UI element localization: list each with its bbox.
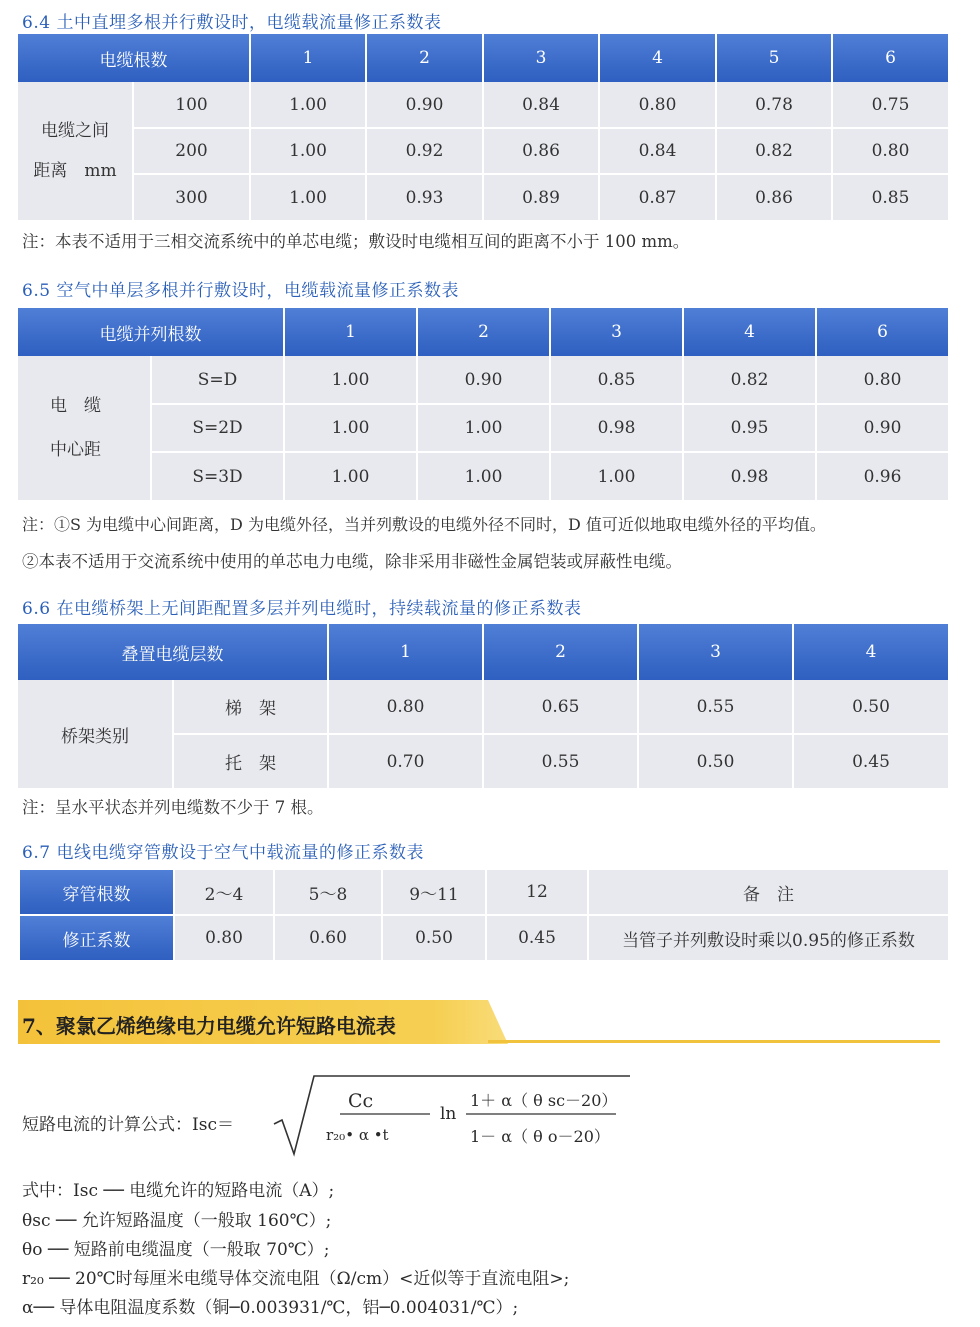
cell: 0.89 [483,174,599,220]
table-6-4 [18,34,948,220]
row-group-label [18,356,151,500]
header-cell: 2 [483,624,638,680]
header-cell: 4 [683,308,816,356]
cell: 0.60 [274,915,382,961]
cell: 0.50 [793,680,948,734]
definition-line: r₂₀ ── 20℃时每厘米电缆导体交流电阻（Ω/cm）<近似等于直流电阻>; [22,1269,570,1289]
cell: 0.82 [683,356,816,404]
cell: 300 [133,174,250,220]
row-group-label [18,82,133,220]
table-row [19,915,949,961]
section-6-7-title: 6.7 电线电缆穿管敷设于空气中载流量的修正系数表 [22,843,424,863]
cell: 0.85 [832,174,948,220]
definition-line: θsc ── 允许短路温度（一般取 160℃）; [22,1211,332,1231]
cell: 0.90 [816,404,948,452]
cell: 200 [133,128,250,174]
table-row [18,452,948,500]
cell: 备 注 [588,869,949,915]
cell: 0.87 [599,174,716,220]
definition-line: 式中：Isc ── 电缆允许的短路电流（A）; [22,1181,335,1201]
cell: 0.92 [366,128,483,174]
cell: 1.00 [284,356,417,404]
header-cell: 6 [816,308,948,356]
cell: 0.82 [716,128,832,174]
section-7-title: 7、聚氯乙烯绝缘电力电缆允许短路电流表 [22,1014,396,1038]
table-6-6 [18,624,948,788]
formula-numerator: Cc [348,1090,374,1112]
table-row [18,680,948,734]
table-row [18,128,948,174]
table-6-7 [18,868,950,962]
table-6-5-note-2: ②本表不适用于交流系统中使用的单芯电力电缆，除非采用非磁性金属铠装或屏蔽性电缆。 [22,552,682,571]
cell: 0.75 [832,82,948,128]
cell: 0.80 [599,82,716,128]
table-6-5 [18,308,948,500]
definition-line: α── 导体电阻温度系数（铜─0.003931/℃，铝─0.004031/℃）; [22,1298,519,1318]
section-6-4-title: 6.4 土中直埋多根并行敷设时，电缆载流量修正系数表 [22,13,442,33]
cell: 托 架 [173,734,328,788]
cell: 0.93 [366,174,483,220]
header-cell: 3 [550,308,683,356]
cell: 0.50 [638,734,793,788]
header-cell: 1 [284,308,417,356]
cell: 0.84 [483,82,599,128]
cell: 当管子并列敷设时乘以0.95的修正系数 [588,915,949,961]
cell: 0.78 [716,82,832,128]
cell: 0.45 [486,915,588,961]
header-cell: 电缆并列根数 [18,308,284,356]
formula-block [22,1070,642,1160]
cell: 0.65 [483,680,638,734]
cell: 1.00 [284,452,417,500]
table-6-4-note: 注：本表不适用于三相交流系统中的单芯电缆；敷设时电缆相互间的距离不小于 100 mm。 [22,232,690,251]
row-label-line: 电缆之间 [41,121,109,141]
cell: 1.00 [250,128,366,174]
cell: 0.90 [417,356,550,404]
cell: 1.00 [284,404,417,452]
header-cell: 3 [638,624,793,680]
cell: 0.80 [832,128,948,174]
formula-ln-denominator: 1－ α（ θ o－20） [470,1127,610,1146]
header-cell: 5 [716,34,832,82]
table-row [18,356,948,404]
cell: 0.50 [382,915,486,961]
header-cell: 2 [366,34,483,82]
formula-denominator: r₂₀• α •t [326,1126,389,1144]
cell: 0.86 [483,128,599,174]
cell: 1.00 [250,174,366,220]
cell: 0.80 [174,915,274,961]
cell: 0.85 [550,356,683,404]
cell: S=2D [151,404,284,452]
cell: 2～4 [174,869,274,915]
section-6-5-title: 6.5 空气中单层多根并行敷设时，电缆载流量修正系数表 [22,281,459,301]
cell: 100 [133,82,250,128]
cell: 0.84 [599,128,716,174]
table-6-6-note: 注：呈水平状态并列电缆数不少于 7 根。 [22,798,324,817]
row-label-line: 中心距 [50,440,101,460]
table-row [18,82,948,128]
table-row [18,404,948,452]
header-cell: 电缆根数 [18,34,250,82]
cell: S=3D [151,452,284,500]
cell: 0.96 [816,452,948,500]
section-7-heading [18,1000,940,1044]
header-cell: 3 [483,34,599,82]
row-header: 修正系数 [19,915,174,961]
formula-label: 短路电流的计算公式：Isc＝ [22,1115,234,1135]
header-cell: 1 [250,34,366,82]
cell: 0.95 [683,404,816,452]
row-label-line: 电 缆 [50,396,101,416]
cell: 0.80 [816,356,948,404]
cell: 0.80 [328,680,483,734]
cell: 1.00 [417,404,550,452]
section-6-6-title: 6.6 在电缆桥架上无间距配置多层并列电缆时，持续载流量的修正系数表 [22,599,582,619]
cell: 1.00 [417,452,550,500]
header-cell: 4 [599,34,716,82]
table-6-5-note-1: 注：①S 为电缆中心间距离，D 为电缆外径，当并列敷设的电缆外径不同时，D 值可近似地取电缆外径的平均值。 [22,515,826,534]
table-row [18,174,948,220]
formula-ln-numerator: 1＋ α（ θ sc－20） [470,1091,618,1110]
header-cell: 1 [328,624,483,680]
cell: 12 [486,869,588,915]
cell: 0.98 [550,404,683,452]
cell: 5～8 [274,869,382,915]
cell: 1.00 [250,82,366,128]
cell: 0.86 [716,174,832,220]
definition-line: θo ── 短路前电缆温度（一般取 70℃）; [22,1240,330,1260]
row-group-label: 桥架类别 [18,680,173,788]
cell: 1.00 [550,452,683,500]
cell: 0.70 [328,734,483,788]
row-header: 穿管根数 [19,869,174,915]
header-cell: 叠置电缆层数 [18,624,328,680]
formula-ln: ln [440,1104,457,1124]
header-cell: 6 [832,34,948,82]
row-label-line: 距离 mm [33,161,117,181]
cell: 0.45 [793,734,948,788]
heading-rule [488,1040,940,1043]
cell: S=D [151,356,284,404]
cell: 梯 架 [173,680,328,734]
header-cell: 2 [417,308,550,356]
cell: 9～11 [382,869,486,915]
header-cell: 4 [793,624,948,680]
cell: 0.90 [366,82,483,128]
cell: 0.55 [483,734,638,788]
table-row [19,869,949,915]
cell: 0.98 [683,452,816,500]
cell: 0.55 [638,680,793,734]
